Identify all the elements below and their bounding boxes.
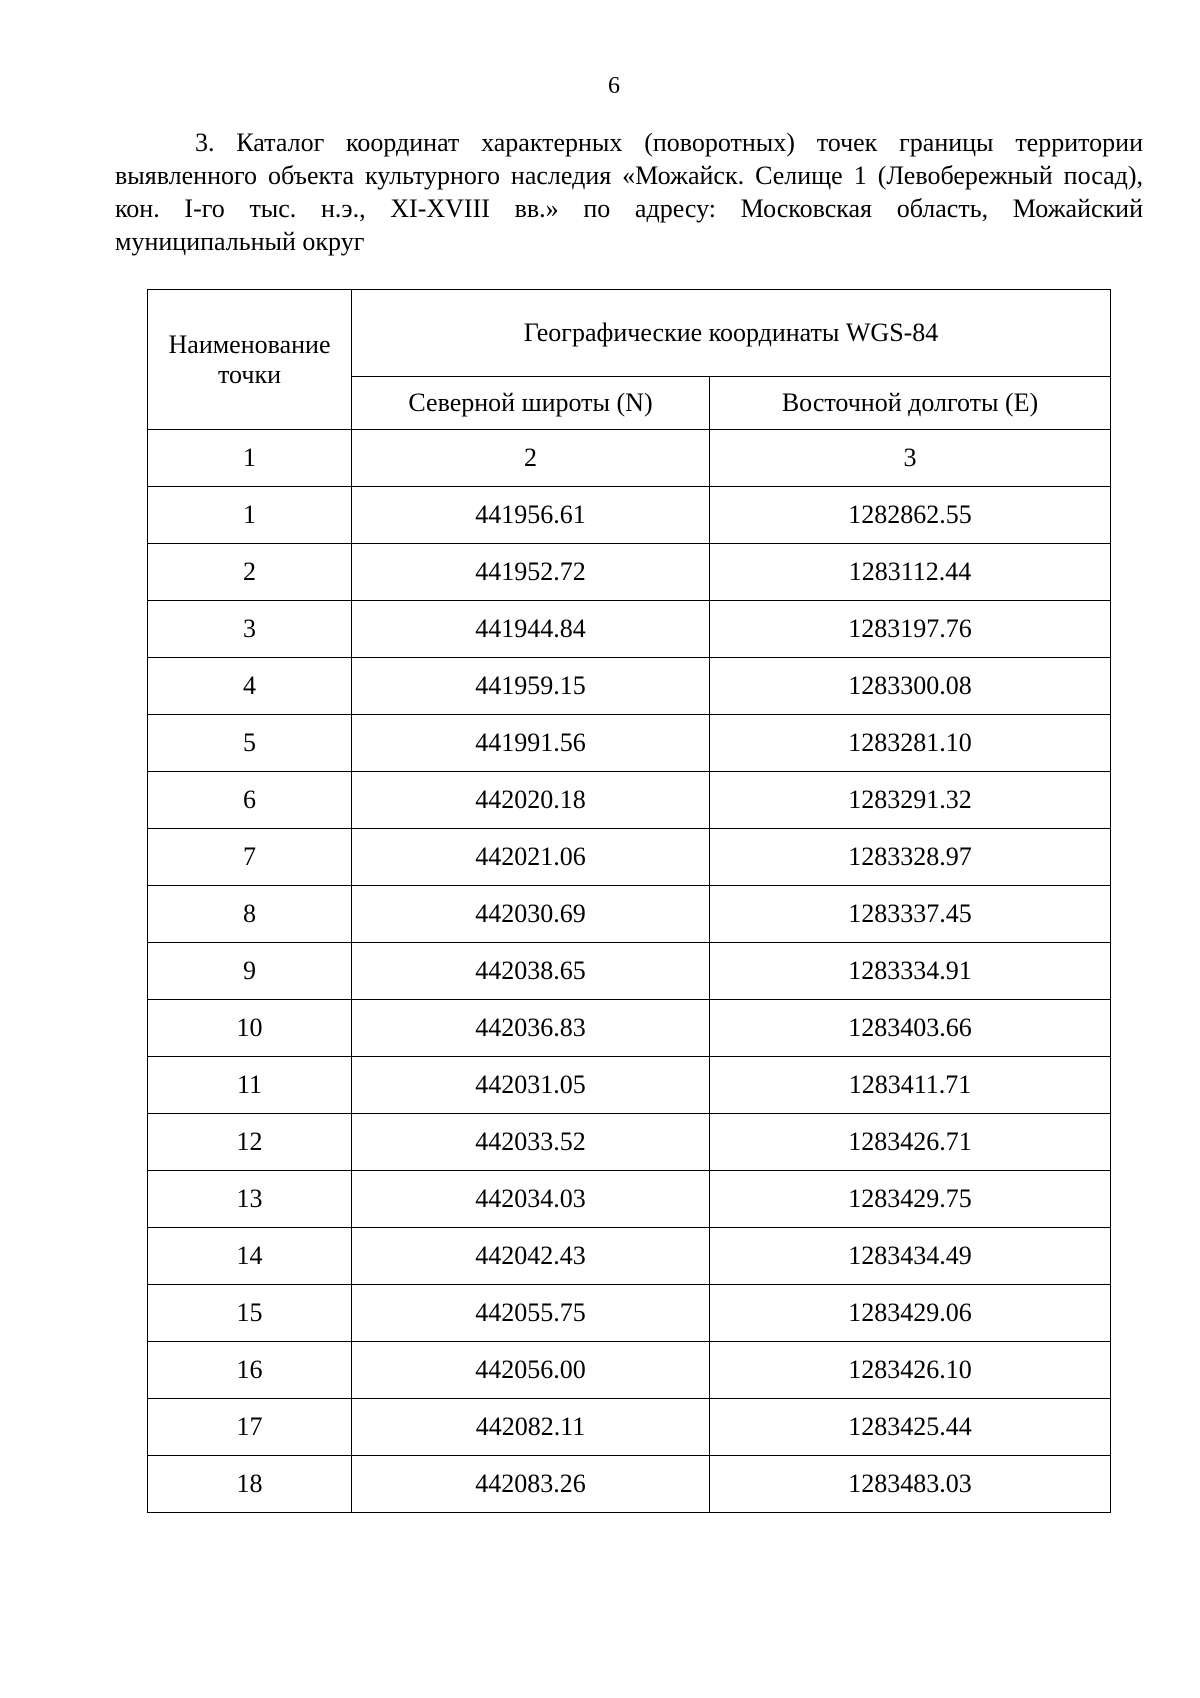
north-latitude-cell: 441944.84 (352, 601, 710, 658)
header-row (148, 290, 1111, 377)
table-row (148, 1399, 1111, 1456)
table-row (148, 544, 1111, 601)
east-longitude-cell: 1283281.10 (710, 715, 1111, 772)
table-row (148, 1228, 1111, 1285)
column-number: 3 (710, 430, 1111, 487)
table-row (148, 1114, 1111, 1171)
table-row (148, 1342, 1111, 1399)
north-latitude-cell: 442042.43 (352, 1228, 710, 1285)
east-longitude-cell: 1283197.76 (710, 601, 1111, 658)
column-number: 1 (148, 430, 352, 487)
east-longitude-cell: 1283300.08 (710, 658, 1111, 715)
table-row (148, 658, 1111, 715)
page-number: 6 (608, 73, 620, 99)
point-name-cell: 15 (148, 1285, 352, 1342)
north-latitude-cell: 442020.18 (352, 772, 710, 829)
point-name-cell: 12 (148, 1114, 352, 1171)
east-longitude-cell: 1283426.71 (710, 1114, 1111, 1171)
point-name-cell: 11 (148, 1057, 352, 1114)
header-point-name: Наименование точки (148, 290, 352, 430)
north-latitude-cell: 442083.26 (352, 1456, 710, 1513)
east-longitude-cell: 1283483.03 (710, 1456, 1111, 1513)
table-row (148, 829, 1111, 886)
east-longitude-cell: 1283337.45 (710, 886, 1111, 943)
north-latitude-cell: 442038.65 (352, 943, 710, 1000)
east-longitude-cell: 1283328.97 (710, 829, 1111, 886)
point-name-cell: 13 (148, 1171, 352, 1228)
point-name-cell: 3 (148, 601, 352, 658)
east-longitude-cell: 1282862.55 (710, 487, 1111, 544)
north-latitude-cell: 442031.05 (352, 1057, 710, 1114)
east-longitude-cell: 1283425.44 (710, 1399, 1111, 1456)
point-name-cell: 9 (148, 943, 352, 1000)
point-name-cell: 4 (148, 658, 352, 715)
point-name-cell: 7 (148, 829, 352, 886)
east-longitude-cell: 1283112.44 (710, 544, 1111, 601)
east-longitude-cell: 1283429.06 (710, 1285, 1111, 1342)
point-name-cell: 8 (148, 886, 352, 943)
north-latitude-cell: 442056.00 (352, 1342, 710, 1399)
east-longitude-cell: 1283429.75 (710, 1171, 1111, 1228)
point-name-cell: 16 (148, 1342, 352, 1399)
north-latitude-cell: 441959.15 (352, 658, 710, 715)
table-row (148, 601, 1111, 658)
east-longitude-cell: 1283291.32 (710, 772, 1111, 829)
east-longitude-cell: 1283434.49 (710, 1228, 1111, 1285)
north-latitude-cell: 442030.69 (352, 886, 710, 943)
point-name-cell: 14 (148, 1228, 352, 1285)
point-name-cell: 10 (148, 1000, 352, 1057)
header-east-longitude: Восточной долготы (E) (710, 377, 1111, 430)
north-latitude-cell: 441956.61 (352, 487, 710, 544)
table-row (148, 1171, 1111, 1228)
section-heading: 3. Каталог координат характерных (поворотных) точек границы территории выявленного объекта культурного наследия «Можайск. Селище 1 (Левобережный посад), кон. I-го тыс. н.э., XI-XVIII вв.» по адресу: Московская область, Можайский муниципальный округ (115, 128, 1143, 256)
north-latitude-cell: 442021.06 (352, 829, 710, 886)
table-row (148, 886, 1111, 943)
east-longitude-cell: 1283426.10 (710, 1342, 1111, 1399)
north-latitude-cell: 441991.56 (352, 715, 710, 772)
point-name-cell: 18 (148, 1456, 352, 1513)
east-longitude-cell: 1283411.71 (710, 1057, 1111, 1114)
north-latitude-cell: 442082.11 (352, 1399, 710, 1456)
table-row (148, 943, 1111, 1000)
table-row (148, 1057, 1111, 1114)
table-row (148, 715, 1111, 772)
north-latitude-cell: 442036.83 (352, 1000, 710, 1057)
column-number-row (148, 430, 1111, 487)
point-name-cell: 1 (148, 487, 352, 544)
header-geo-coordinates: Географические координаты WGS-84 (352, 290, 1111, 377)
point-name-cell: 6 (148, 772, 352, 829)
table-row (148, 772, 1111, 829)
table-row (148, 487, 1111, 544)
north-latitude-cell: 441952.72 (352, 544, 710, 601)
point-name-cell: 2 (148, 544, 352, 601)
table-row (148, 1456, 1111, 1513)
coordinates-table (147, 289, 1111, 1513)
east-longitude-cell: 1283334.91 (710, 943, 1111, 1000)
table-row (148, 1000, 1111, 1057)
header-north-latitude: Северной широты (N) (352, 377, 710, 430)
column-number: 2 (352, 430, 710, 487)
north-latitude-cell: 442055.75 (352, 1285, 710, 1342)
north-latitude-cell: 442034.03 (352, 1171, 710, 1228)
east-longitude-cell: 1283403.66 (710, 1000, 1111, 1057)
point-name-cell: 5 (148, 715, 352, 772)
table-row (148, 1285, 1111, 1342)
north-latitude-cell: 442033.52 (352, 1114, 710, 1171)
point-name-cell: 17 (148, 1399, 352, 1456)
